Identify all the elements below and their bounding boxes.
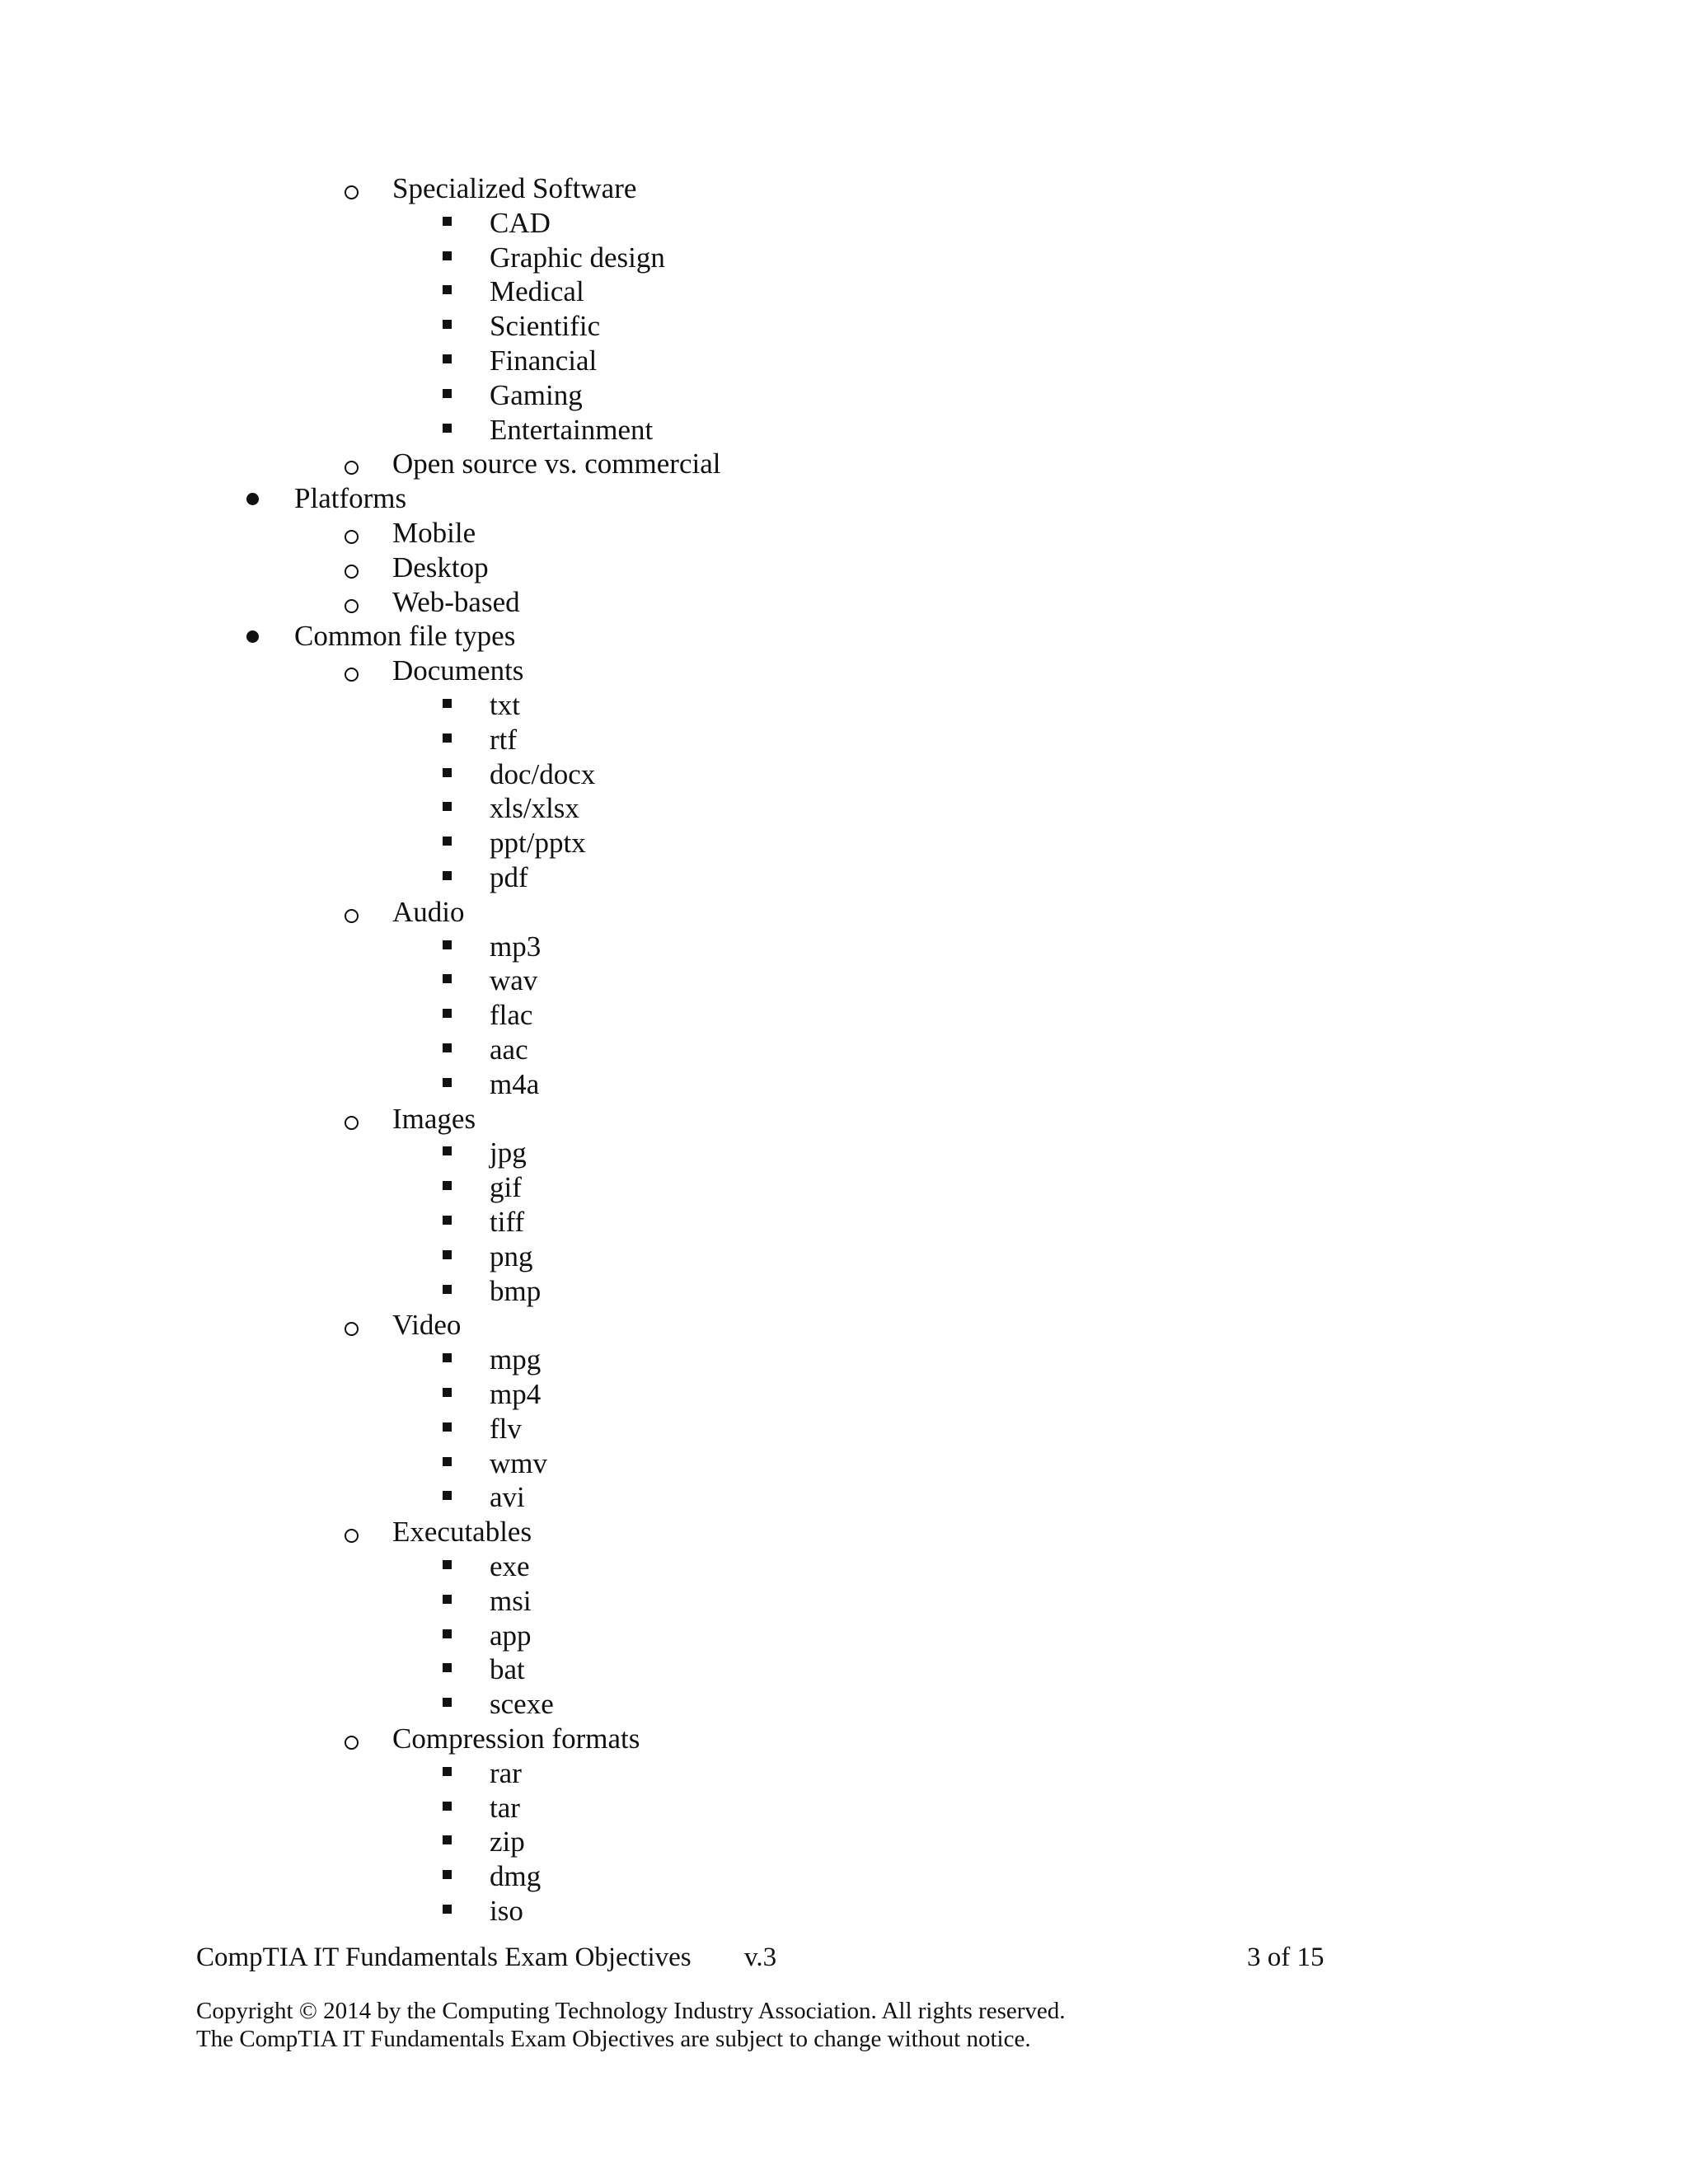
outline-label: iso: [490, 1895, 523, 1927]
outline-item: [0, 481, 1401, 516]
outline-subitem: [0, 895, 1401, 930]
outline-label: pdf: [490, 861, 528, 893]
disc-bullet-icon: [246, 493, 259, 505]
outline-detail: [0, 344, 1401, 378]
outline-label: Web-based: [392, 585, 520, 618]
square-bullet-icon: [443, 1802, 452, 1811]
outline-label: Graphic design: [490, 241, 665, 274]
outline-label: wav: [490, 964, 538, 997]
outline-detail: [0, 688, 1401, 723]
outline-label: Mobile: [392, 517, 476, 549]
outline-label: exe: [490, 1550, 530, 1582]
outline-detail: [0, 1446, 1401, 1481]
footer-notice: The CompTIA IT Fundamentals Exam Objectives are subject to change without notice.: [196, 2026, 1031, 2052]
square-bullet-icon: [443, 1905, 452, 1914]
circle-bullet-icon: [345, 461, 359, 475]
outline-label: Specialized Software: [392, 172, 637, 204]
outline-label: rtf: [490, 723, 518, 756]
outline-label: app: [490, 1619, 532, 1652]
square-bullet-icon: [443, 1285, 452, 1294]
outline-label: Entertainment: [490, 413, 654, 446]
outline-label: Audio: [392, 895, 465, 928]
square-bullet-icon: [443, 1043, 452, 1052]
square-bullet-icon: [443, 320, 452, 329]
outline-label: msi: [490, 1584, 532, 1617]
outline-detail: [0, 1067, 1401, 1102]
square-bullet-icon: [443, 285, 452, 294]
outline-detail: [0, 1240, 1401, 1274]
outline-detail: [0, 1894, 1401, 1929]
outline-label: gif: [490, 1171, 522, 1204]
outline-item: [0, 619, 1401, 654]
outline-subitem: [0, 1515, 1401, 1549]
outline-detail: [0, 1825, 1401, 1859]
outline-label: mp3: [490, 930, 542, 963]
square-bullet-icon: [443, 871, 452, 880]
outline-detail: [0, 1756, 1401, 1791]
outline-detail: [0, 1619, 1401, 1653]
square-bullet-icon: [443, 1422, 452, 1432]
outline-detail: [0, 826, 1401, 860]
outline-detail: [0, 723, 1401, 757]
outline-label: Compression formats: [392, 1722, 640, 1755]
outline-label: bmp: [490, 1274, 542, 1307]
outline-detail: [0, 1343, 1401, 1377]
circle-bullet-icon: [345, 530, 359, 544]
outline-detail: [0, 378, 1401, 413]
outline-detail: [0, 206, 1401, 241]
outline-detail: [0, 413, 1401, 448]
outline-detail: [0, 1033, 1401, 1067]
outline-detail: [0, 1412, 1401, 1446]
circle-bullet-icon: [345, 565, 359, 579]
square-bullet-icon: [443, 1250, 452, 1259]
outline-label: Video: [392, 1309, 462, 1342]
outline-subitem: [0, 551, 1401, 585]
outline-detail: [0, 1170, 1401, 1205]
footer-copyright: Copyright © 2014 by the Computing Technology Industry Association. All rights reserved.: [196, 1998, 1066, 2024]
outline-detail: [0, 757, 1401, 792]
outline-detail: [0, 860, 1401, 895]
circle-bullet-icon: [345, 909, 359, 923]
outline-label: ppt/pptx: [490, 827, 586, 860]
outline-detail: [0, 930, 1401, 964]
outline-label: rar: [490, 1756, 522, 1789]
square-bullet-icon: [443, 733, 452, 743]
outline-label: tar: [490, 1791, 520, 1824]
outline-label: Executables: [392, 1516, 532, 1549]
outline-label: mpg: [490, 1343, 542, 1376]
outline-label: doc/docx: [490, 757, 596, 790]
circle-bullet-icon: [345, 668, 359, 682]
square-bullet-icon: [443, 424, 452, 433]
square-bullet-icon: [443, 802, 452, 811]
square-bullet-icon: [443, 1698, 452, 1707]
circle-bullet-icon: [345, 1116, 359, 1130]
outline-subitem: [0, 1102, 1401, 1137]
square-bullet-icon: [443, 1663, 452, 1672]
outline-subitem: [0, 171, 1401, 206]
outline-label: Open source vs. commercial: [392, 448, 721, 480]
outline-detail: [0, 309, 1401, 344]
outline-subitem: [0, 516, 1401, 551]
outline-label: flac: [490, 999, 533, 1032]
circle-bullet-icon: [345, 1529, 359, 1543]
square-bullet-icon: [443, 354, 452, 363]
square-bullet-icon: [443, 1767, 452, 1776]
outline-detail: [0, 1652, 1401, 1687]
outline-label: Scientific: [490, 310, 601, 343]
square-bullet-icon: [443, 1078, 452, 1087]
outline-subitem: [0, 447, 1401, 481]
outline-detail: [0, 791, 1401, 826]
outline-detail: [0, 1136, 1401, 1170]
circle-bullet-icon: [345, 1736, 359, 1750]
outline-detail: [0, 1480, 1401, 1515]
outline-label: dmg: [490, 1860, 542, 1893]
square-bullet-icon: [443, 837, 452, 846]
square-bullet-icon: [443, 1491, 452, 1500]
outline-label: Gaming: [490, 378, 583, 411]
square-bullet-icon: [443, 1216, 452, 1225]
outline-detail: [0, 1549, 1401, 1584]
circle-bullet-icon: [345, 599, 359, 613]
outline-label: m4a: [490, 1067, 540, 1100]
outline-detail: [0, 1859, 1401, 1894]
outline-detail: [0, 1205, 1401, 1240]
outline-label: zip: [490, 1825, 525, 1858]
outline-label: Financial: [490, 344, 598, 377]
outline-detail: [0, 1584, 1401, 1619]
outline-detail: [0, 1687, 1401, 1722]
circle-bullet-icon: [345, 1322, 359, 1336]
outline-detail: [0, 998, 1401, 1033]
footer-version: v.3: [744, 1943, 777, 1972]
square-bullet-icon: [443, 1353, 452, 1362]
outline-subitem: [0, 654, 1401, 688]
outline-label: Common file types: [294, 620, 516, 653]
square-bullet-icon: [443, 1146, 452, 1155]
outline-label: wmv: [490, 1446, 547, 1479]
outline-detail: [0, 963, 1401, 998]
square-bullet-icon: [443, 251, 452, 260]
outline-label: txt: [490, 689, 520, 721]
outline-detail: [0, 1791, 1401, 1825]
square-bullet-icon: [443, 768, 452, 777]
outline-label: xls/xlsx: [490, 792, 579, 825]
outline-label: jpg: [490, 1137, 527, 1169]
outline-subitem: [0, 585, 1401, 620]
footer-page-number: 3 of 15: [1247, 1943, 1325, 1972]
square-bullet-icon: [443, 1388, 452, 1397]
square-bullet-icon: [443, 699, 452, 708]
outline-label: avi: [490, 1481, 525, 1514]
disc-bullet-icon: [246, 630, 259, 643]
square-bullet-icon: [443, 1457, 452, 1466]
outline-label: Medical: [490, 275, 584, 308]
square-bullet-icon: [443, 1870, 452, 1879]
outline-label: tiff: [490, 1206, 525, 1238]
outline-label: flv: [490, 1412, 522, 1445]
square-bullet-icon: [443, 1835, 452, 1844]
outline-subitem: [0, 1722, 1401, 1756]
outline-label: scexe: [490, 1688, 554, 1721]
outline-label: Platforms: [294, 482, 407, 515]
outline-label: Images: [392, 1102, 476, 1135]
square-bullet-icon: [443, 1181, 452, 1190]
square-bullet-icon: [443, 1560, 452, 1569]
outline-label: bat: [490, 1653, 525, 1686]
outline-label: Desktop: [392, 551, 489, 583]
outline-label: Documents: [392, 654, 524, 687]
square-bullet-icon: [443, 974, 452, 983]
square-bullet-icon: [443, 1629, 452, 1638]
circle-bullet-icon: [345, 185, 359, 199]
square-bullet-icon: [443, 940, 452, 949]
square-bullet-icon: [443, 1009, 452, 1018]
square-bullet-icon: [443, 1595, 452, 1604]
outline-detail: [0, 1377, 1401, 1412]
outline-subitem: [0, 1308, 1401, 1343]
square-bullet-icon: [443, 389, 452, 398]
outline-detail: [0, 1274, 1401, 1309]
outline-label: png: [490, 1240, 533, 1272]
square-bullet-icon: [443, 217, 452, 226]
footer-document-title: CompTIA IT Fundamentals Exam Objectives: [196, 1943, 692, 1972]
outline-label: CAD: [490, 206, 551, 239]
outline-label: mp4: [490, 1378, 542, 1410]
outline-label: aac: [490, 1033, 528, 1066]
outline-detail: [0, 241, 1401, 275]
outline-detail: [0, 274, 1401, 309]
